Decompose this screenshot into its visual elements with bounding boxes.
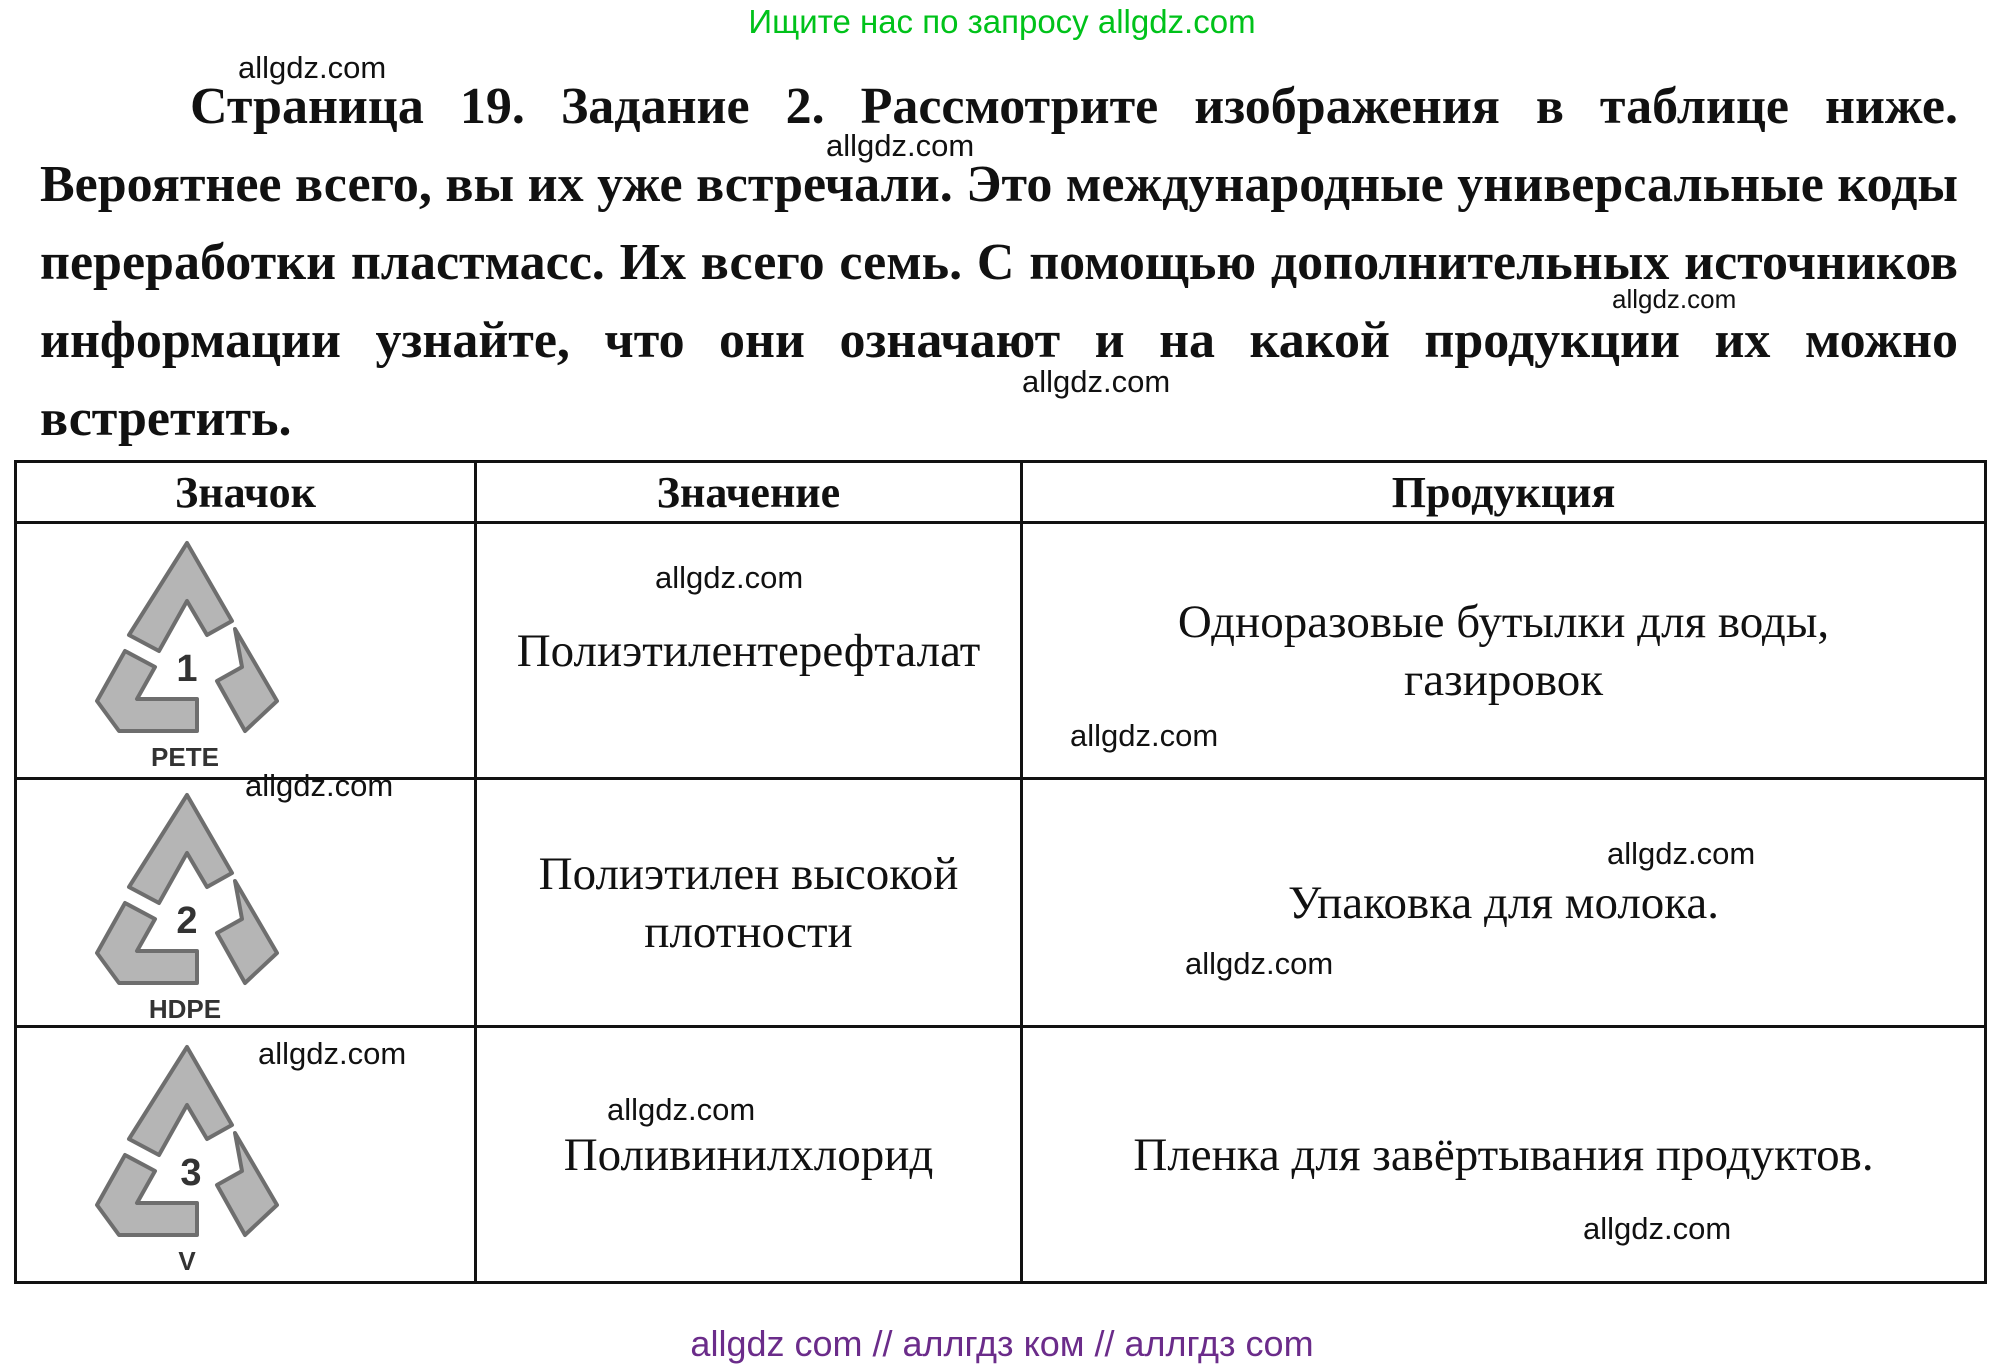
product-cell	[1022, 779, 1986, 1027]
product-text: Одноразовые бутылки для воды, газировок	[1177, 595, 1830, 706]
watermark: allgdz.com	[245, 768, 394, 803]
top-search-banner: Ищите нас по запросу allgdz.com	[748, 3, 1256, 40]
meaning-cell	[476, 779, 1022, 1027]
watermark: allgdz.com	[1022, 364, 1171, 399]
watermark: allgdz.com	[238, 50, 387, 85]
meaning-cell	[476, 1027, 1022, 1283]
footer-banner: allgdz com // аллгдз ком // аллгдз com	[690, 1323, 1314, 1364]
recycle-1-pete-icon	[67, 531, 307, 771]
icon-number: 3	[180, 1151, 202, 1194]
recycling-codes-table	[14, 460, 1987, 1284]
header-product: Продукция	[1022, 462, 1986, 523]
watermark: allgdz.com	[655, 560, 804, 595]
icon-label: HDPE	[148, 993, 222, 1023]
task-text: Страница 19. Задание 2. Рассмотрите изображения в таблице ниже. Вероятнее всего, вы их уже встречали. Это международные универсальные коды переработки пластмасс. Их всего семь. С помощью дополнительных источников информации узнайте, что они означают и на какой продукции их можно встретить.	[40, 78, 1958, 447]
watermark: allgdz.com	[1607, 836, 1756, 871]
header-meaning: Значение	[476, 462, 1022, 523]
watermark: allgdz.com	[607, 1092, 756, 1127]
icon-cell	[16, 779, 476, 1027]
icon-number: 2	[176, 899, 198, 942]
watermark: allgdz.com	[1185, 946, 1334, 981]
table-row	[16, 523, 1986, 779]
meaning-text: Полиэтилен высокой плотности	[538, 847, 959, 958]
icon-cell	[16, 523, 476, 779]
watermark: allgdz.com	[826, 128, 975, 163]
product-text: Упаковка для молока.	[1287, 876, 1720, 929]
icon-label: PETE	[151, 741, 219, 771]
table-row	[16, 779, 1986, 1027]
icon-number: 1	[176, 647, 198, 690]
product-cell	[1022, 1027, 1986, 1283]
table-header-row	[16, 462, 1986, 523]
icon-cell	[16, 1027, 476, 1283]
icon-label: V	[178, 1245, 196, 1275]
recycle-2-hdpe-icon	[67, 783, 307, 1023]
meaning-text: Полиэтилентерефталат	[516, 624, 981, 677]
header-icon: Значок	[16, 462, 476, 523]
product-text: Пленка для завёртывания продуктов.	[1133, 1128, 1874, 1181]
watermark: allgdz.com	[1583, 1211, 1732, 1246]
meaning-text: Поливинилхлорид	[563, 1128, 934, 1181]
watermark: allgdz.com	[1612, 284, 1737, 314]
watermark: allgdz.com	[258, 1036, 407, 1071]
watermark: allgdz.com	[1070, 718, 1219, 753]
